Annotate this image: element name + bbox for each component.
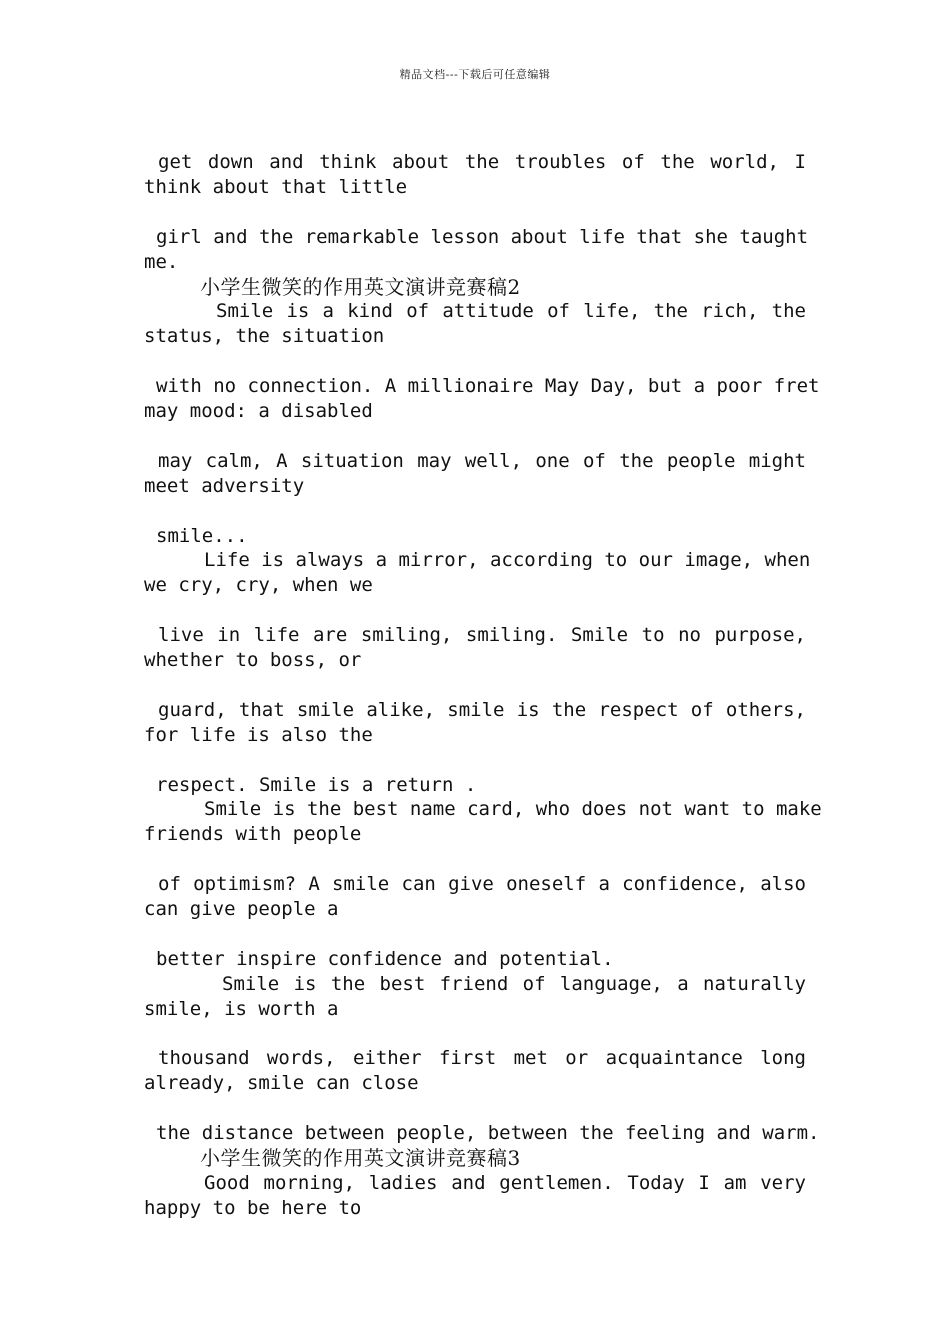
text-line: can give people a [144, 898, 339, 921]
text-line: we cry, cry, when we [144, 574, 373, 597]
text-line: friends with people [144, 823, 362, 846]
paragraph [144, 773, 806, 798]
text-line: already, smile can close [144, 1072, 419, 1095]
paragraph [144, 797, 822, 847]
paragraph [144, 299, 806, 349]
paragraph [144, 1171, 806, 1221]
paragraph [144, 150, 806, 200]
text-line: thousand words, either first met or acquaintance long [158, 1047, 806, 1070]
text-line: better inspire confidence and potential. [156, 947, 614, 970]
text-line: Life is always a mirror, according to our image, when [204, 549, 811, 572]
text-line: Smile is the best name card, who does not want to make [204, 798, 822, 821]
text-line: smile... [156, 524, 248, 547]
paragraph [144, 374, 820, 424]
paragraph [144, 449, 806, 499]
page-header: 精品文档---下载后可任意编辑 [399, 68, 551, 81]
paragraph [144, 947, 806, 972]
paragraph [144, 548, 811, 598]
text-line: live in life are smiling, smiling. Smile to no purpose, [158, 624, 806, 647]
section-heading: 小学生微笑的作用英文演讲竞赛稿2 [200, 274, 521, 299]
text-line: me. [144, 250, 179, 273]
text-line: Smile is the best friend of language, a naturally [222, 972, 806, 995]
text-line: think about that little [144, 175, 408, 198]
text-line: girl and the remarkable lesson about life that she taught [156, 225, 809, 248]
text-line: for life is also the [144, 723, 373, 746]
paragraph [144, 872, 806, 922]
paragraph [144, 1046, 806, 1096]
text-line: guard, that smile alike, smile is the respect of others, [158, 698, 806, 721]
paragraph [144, 698, 806, 748]
document-body [144, 150, 822, 1221]
text-line: happy to be here to [144, 1196, 362, 1219]
paragraph [144, 623, 806, 673]
text-line: meet adversity [144, 474, 305, 497]
text-line: with no connection. A millionaire May Day, but a poor fret [156, 375, 820, 398]
text-line: respect. Smile is a return . [156, 773, 477, 796]
text-line: of optimism? A smile can give oneself a confidence, also [158, 873, 806, 896]
text-line: Good morning, ladies and gentlemen. Today I am very [204, 1171, 806, 1194]
text-line: get down and think about the troubles of the world, I [158, 151, 806, 173]
paragraph [144, 524, 806, 549]
text-line: status, the situation [144, 325, 385, 348]
section-heading: 小学生微笑的作用英文演讲竞赛稿3 [200, 1146, 521, 1171]
paragraph [144, 1121, 820, 1146]
text-line: may mood: a disabled [144, 400, 373, 423]
paragraph [144, 225, 809, 275]
text-line: whether to boss, or [144, 649, 362, 672]
text-line: smile, is worth a [144, 997, 339, 1020]
text-line: the distance between people, between the feeling and warm. [156, 1122, 820, 1145]
text-line: may calm, A situation may well, one of the people might [158, 449, 806, 472]
text-line: Smile is a kind of attitude of life, the rich, the [216, 300, 806, 323]
paragraph [144, 972, 806, 1022]
